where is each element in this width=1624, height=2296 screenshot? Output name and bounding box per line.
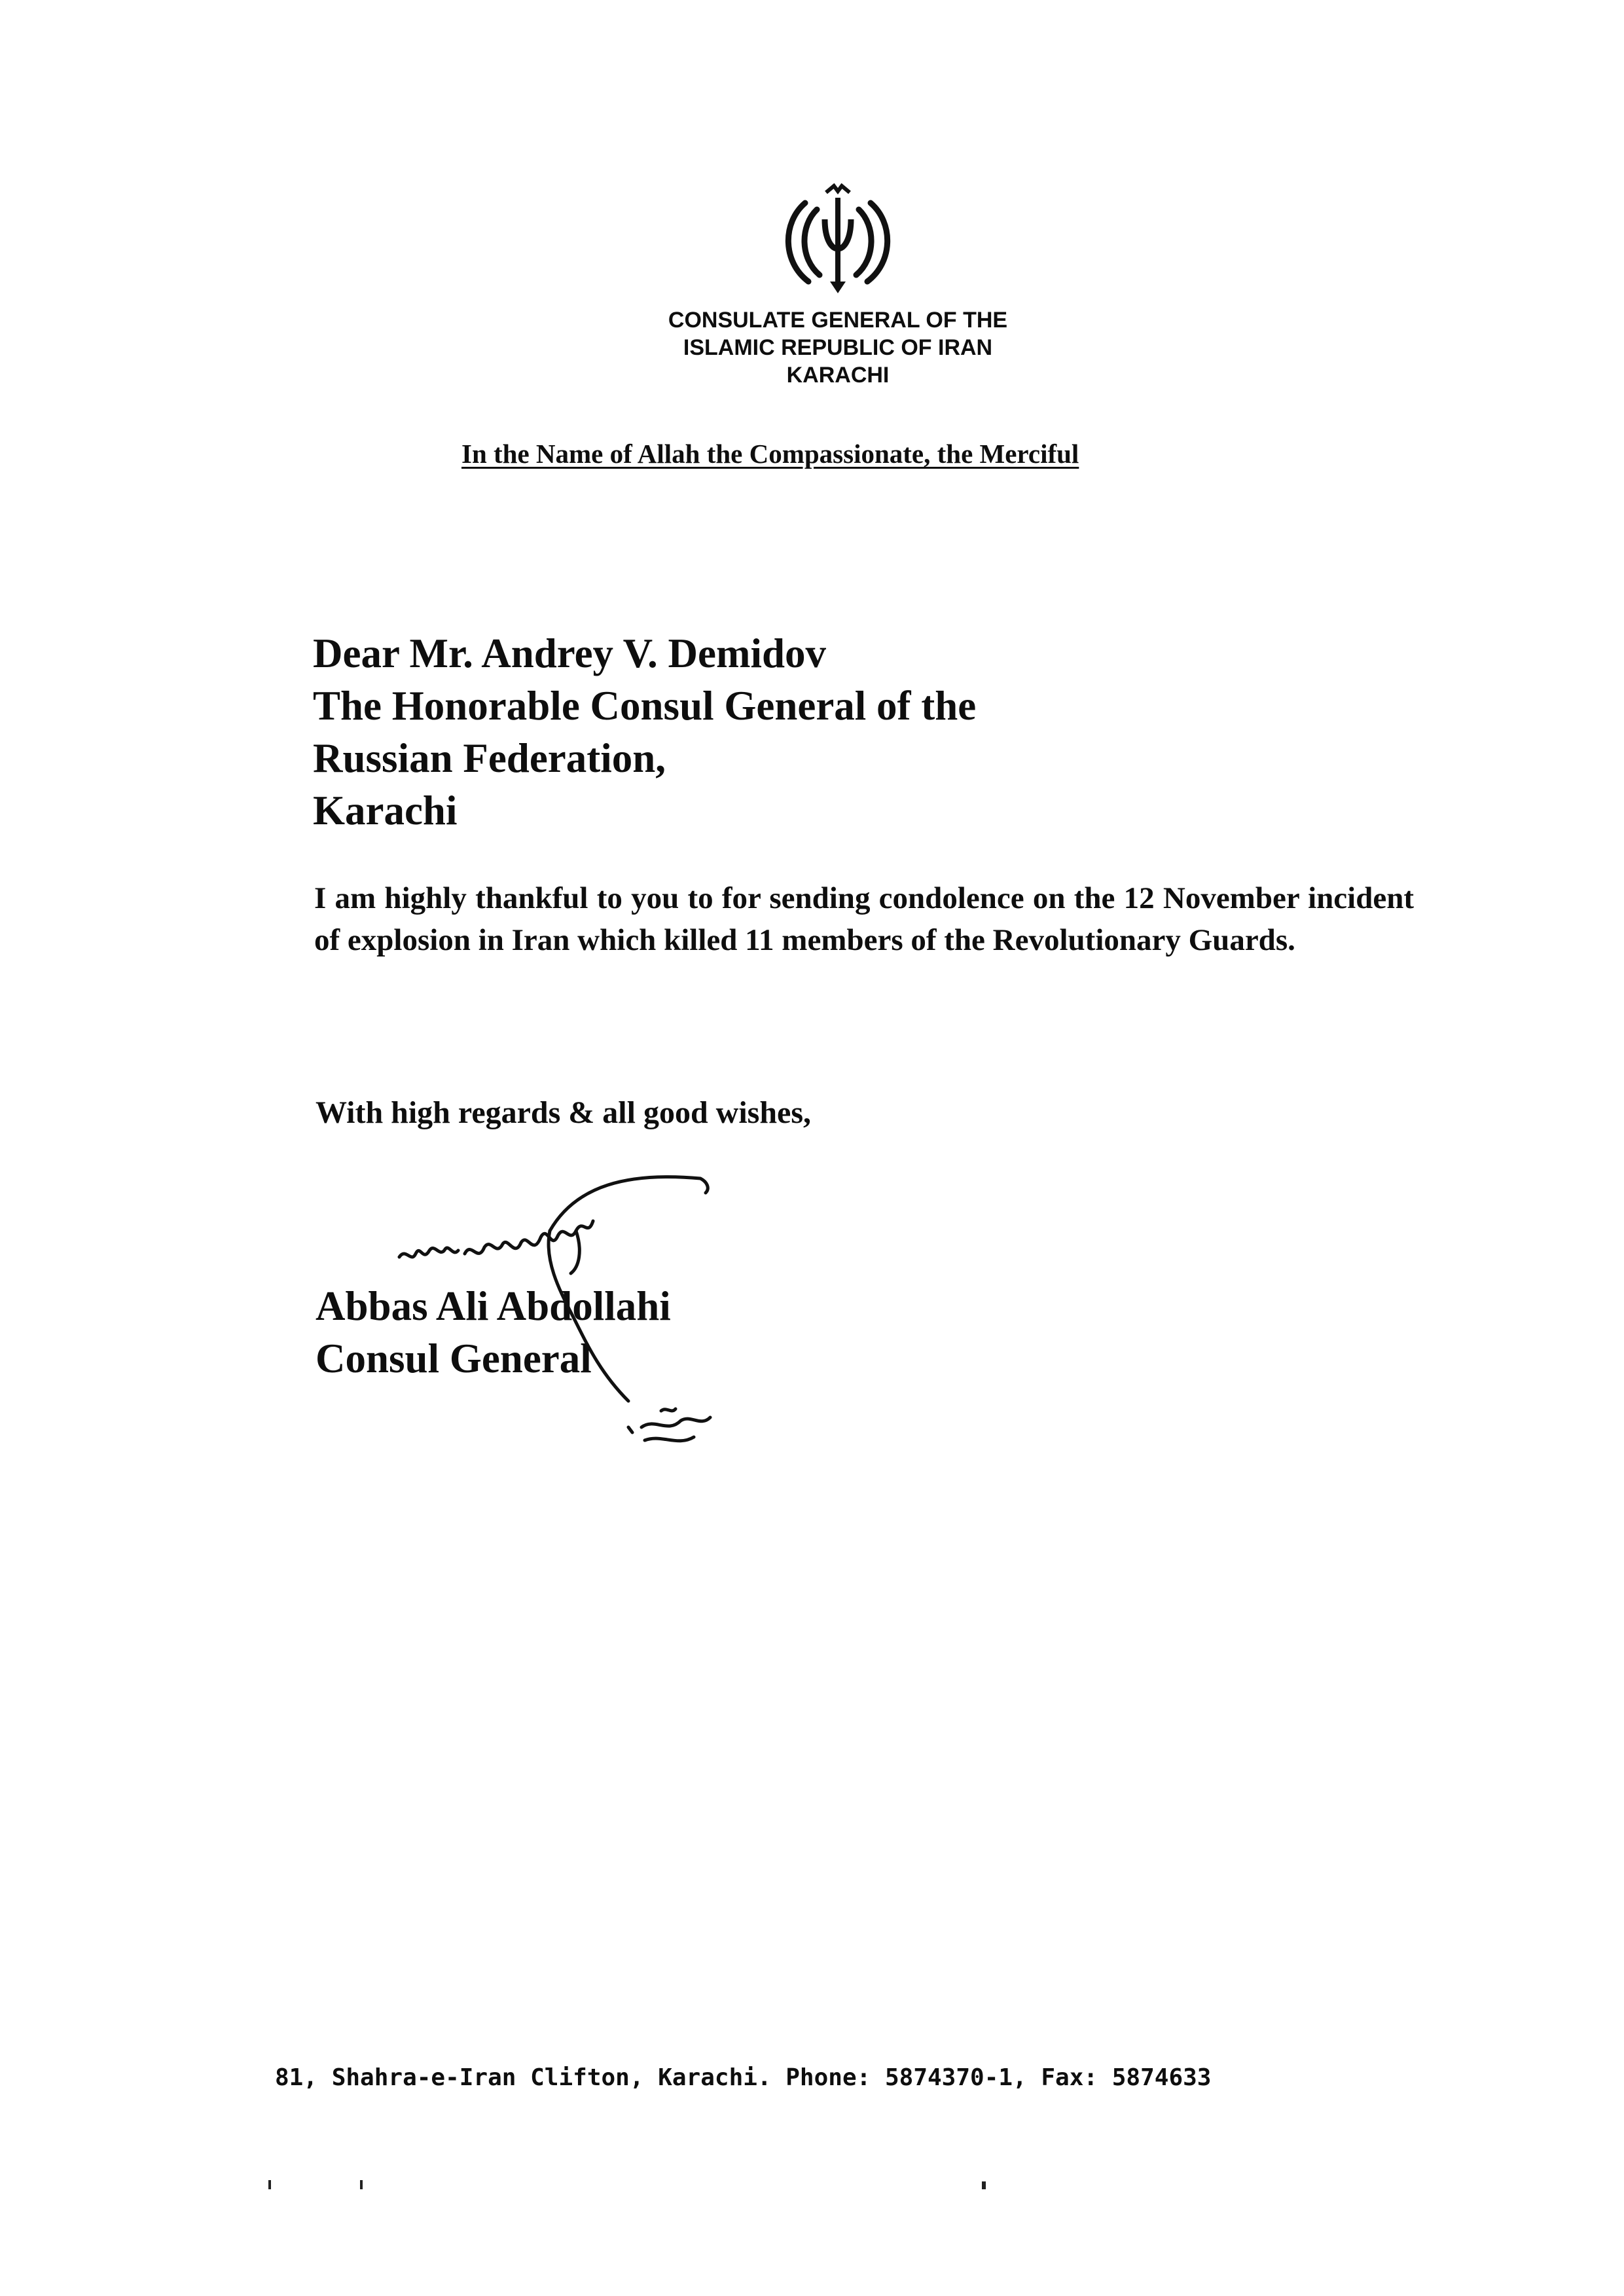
body-paragraph: I am highly thankful to you to for sending condolence on the 12 November incident of explosion in Iran which killed 11 members of the Revolutionary Guards. [314,881,1414,957]
addressee-line-4: Karachi [313,788,458,833]
signatory-name: Abbas Ali Abdollahi [316,1283,671,1329]
footer-address: 81, Shahra-e-Iran Clifton, Karachi. Phone: 5874370-1, Fax: 5874633 [275,2064,1212,2091]
closing-line: With high regards & all good wishes, [316,1095,812,1130]
invocation-line: In the Name of Allah the Compassionate, the Merciful [461,439,1079,469]
scan-speck [360,2180,363,2189]
addressee-line-2: The Honorable Consul General of the [313,683,977,729]
letterhead-line-3: KARACHI [786,363,890,388]
addressee-line-3: Russian Federation, [313,735,666,781]
scan-speck [268,2180,271,2189]
scan-speck [982,2181,986,2189]
letterhead [576,306,1100,389]
signatory-block [316,1280,1166,1385]
signatory-title: Consul General [316,1336,592,1381]
letterhead-line-1: CONSULATE GENERAL OF THE [668,308,1008,333]
addressee-block [313,627,1164,837]
iran-emblem-icon [779,183,897,298]
addressee-line-1: Dear Mr. Andrey V. Demidov [313,630,827,676]
letterhead-line-2: ISLAMIC REPUBLIC OF IRAN [683,335,993,360]
